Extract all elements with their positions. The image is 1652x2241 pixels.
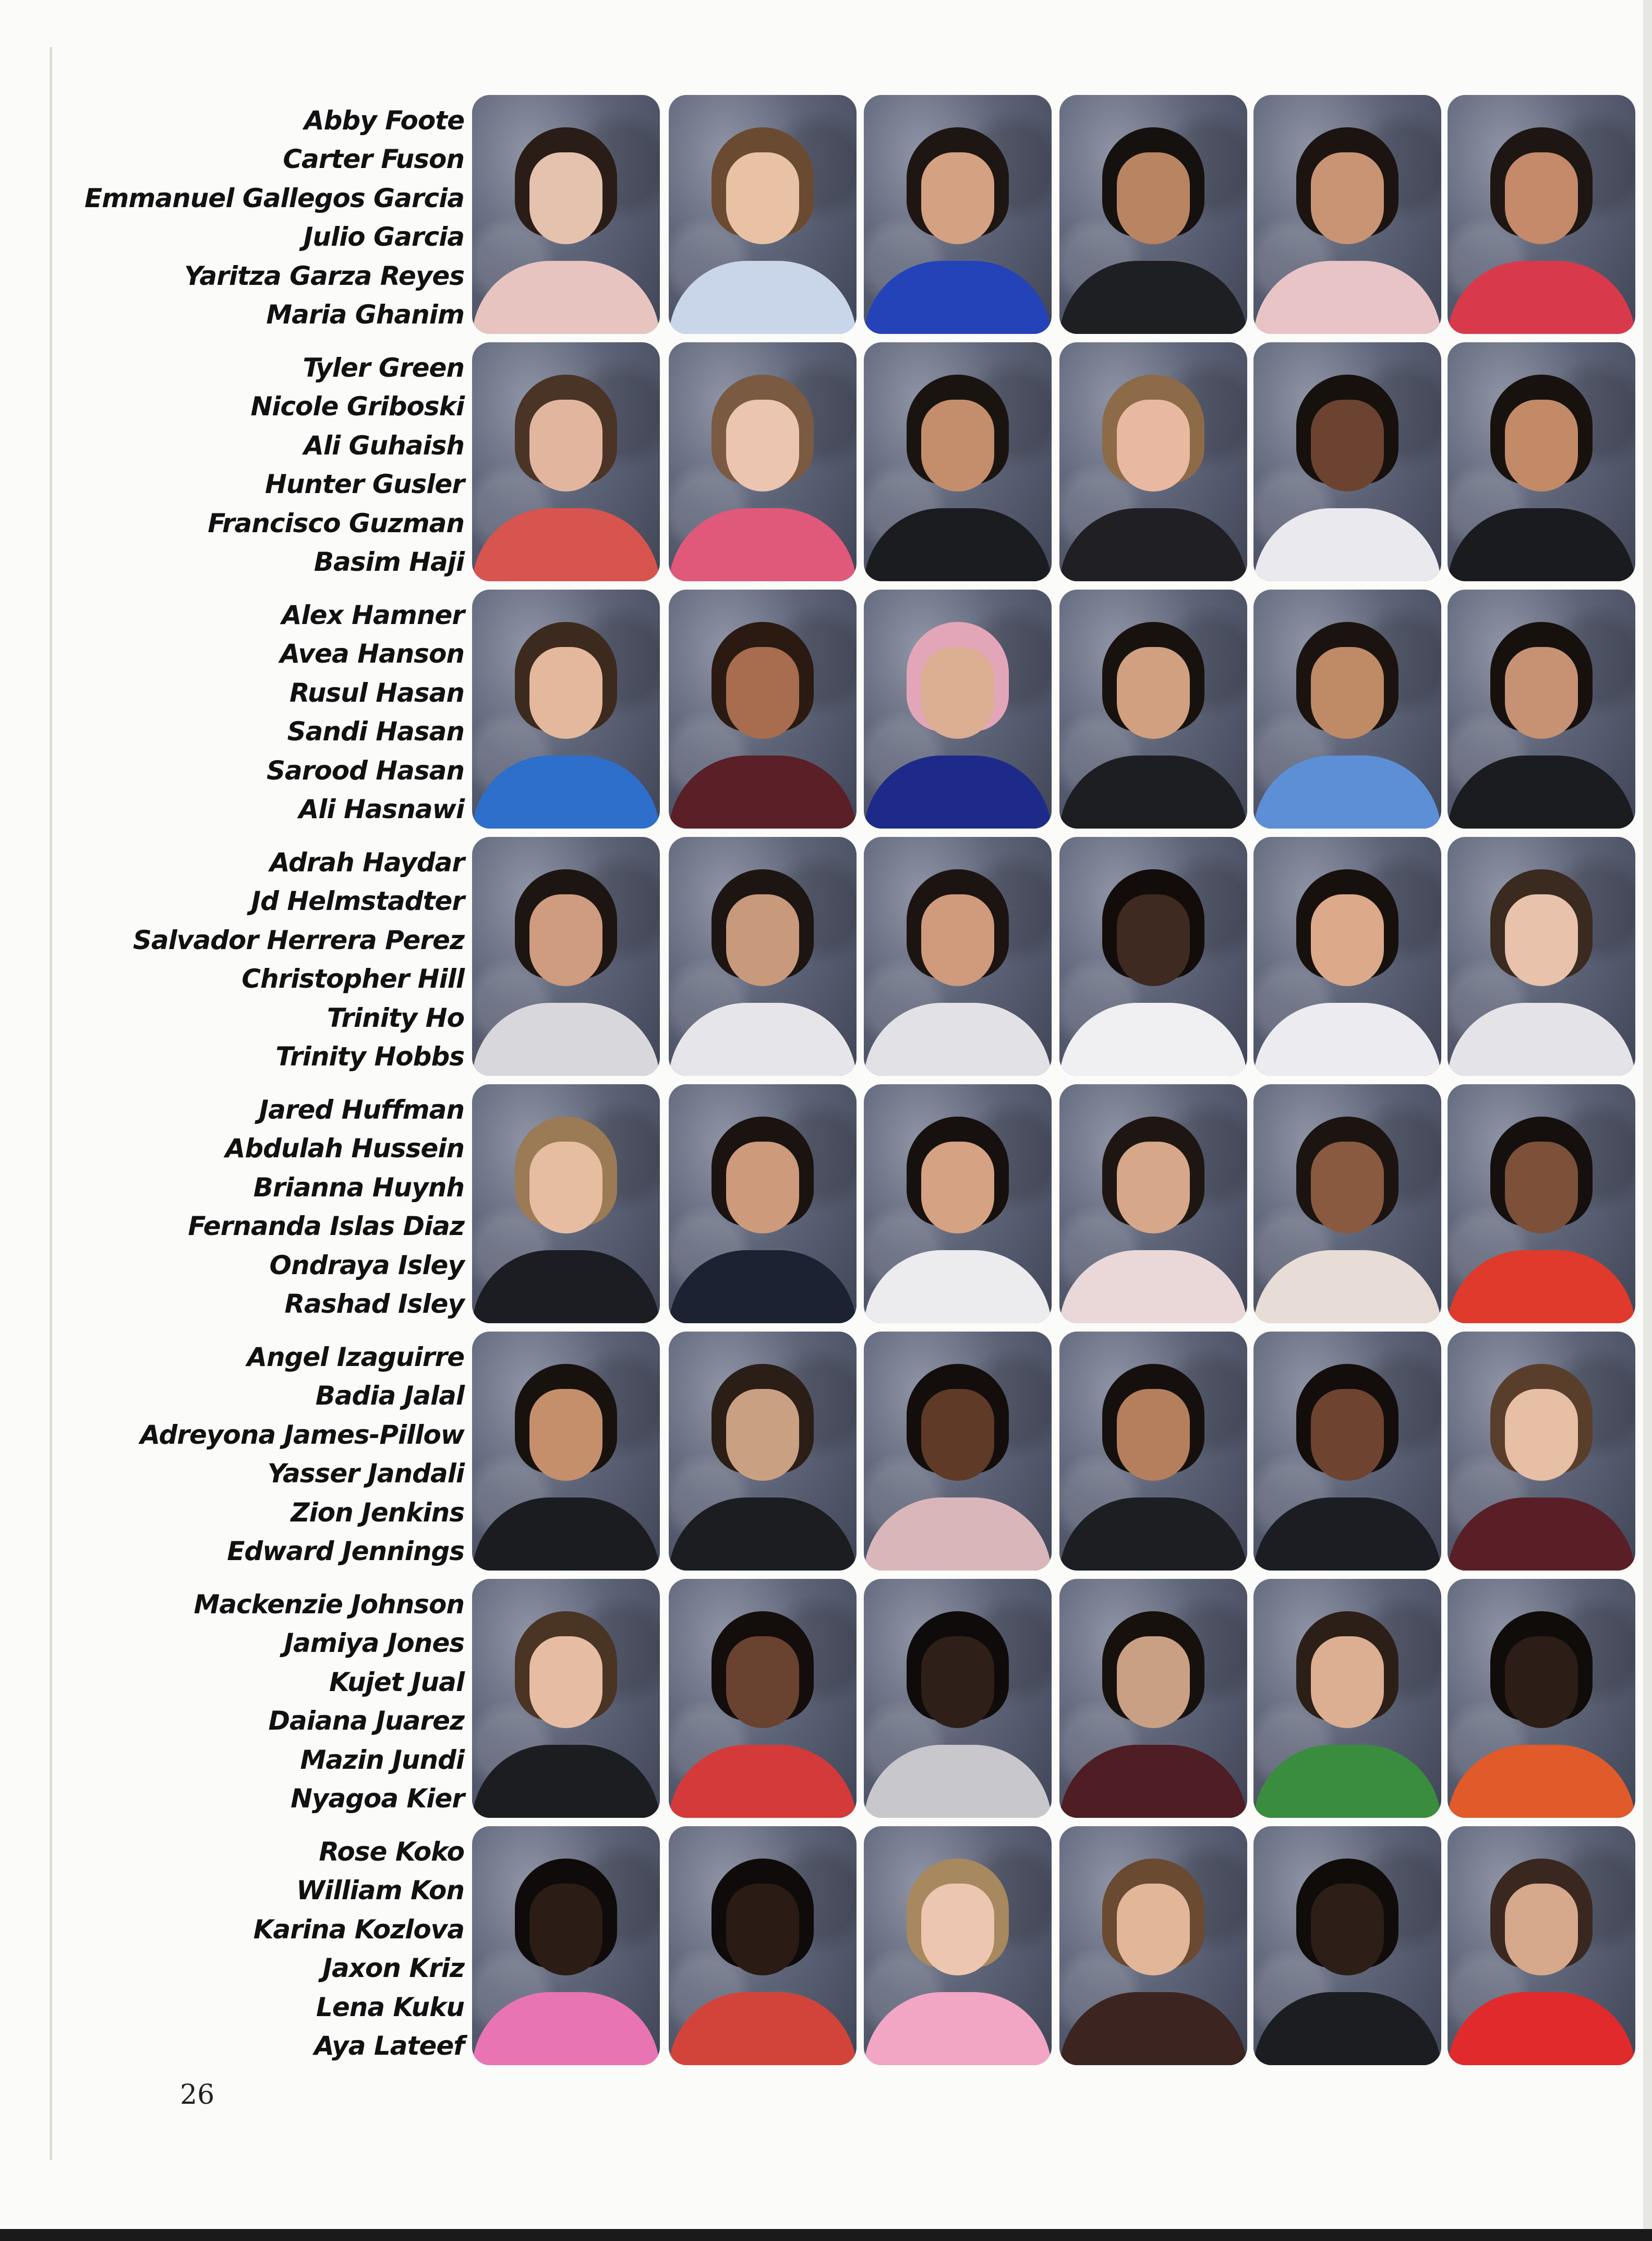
portrait-face xyxy=(1311,1142,1384,1233)
portrait-row xyxy=(0,1826,1652,2069)
portrait-face xyxy=(1117,1636,1190,1728)
student-portrait xyxy=(1253,342,1441,581)
portrait-face xyxy=(1311,1636,1384,1728)
student-name-list xyxy=(156,590,464,833)
student-name: Rusul Hasan xyxy=(290,677,464,708)
student-name: Basim Haji xyxy=(313,546,464,577)
student-portrait xyxy=(864,342,1052,581)
portrait-face xyxy=(726,152,799,244)
portrait-face xyxy=(1311,647,1384,739)
portrait-face xyxy=(1117,1142,1190,1233)
student-portrait xyxy=(1253,1579,1441,1818)
page-number: 26 xyxy=(180,2079,215,2111)
portrait-row xyxy=(0,1084,1652,1327)
student-name: Yaritza Garza Reyes xyxy=(184,260,464,291)
portrait-face xyxy=(921,1636,994,1728)
student-name-list xyxy=(156,1084,464,1327)
student-name: Hunter Gusler xyxy=(264,469,464,500)
portrait-face xyxy=(529,647,602,739)
portrait-row xyxy=(0,1332,1652,1575)
student-name: Nicole Griboski xyxy=(250,391,464,422)
portrait-row xyxy=(0,590,1652,833)
student-name: Carter Fuson xyxy=(283,144,464,175)
student-name: Ali Guhaish xyxy=(304,430,464,461)
student-portrait xyxy=(1253,590,1441,829)
portrait-face xyxy=(726,1142,799,1233)
portrait-face xyxy=(921,152,994,244)
student-name: Abby Foote xyxy=(304,105,464,136)
portrait-face xyxy=(921,1884,994,1975)
portrait-face xyxy=(529,1389,602,1481)
student-portrait xyxy=(1448,95,1635,334)
student-portrait xyxy=(864,1826,1052,2065)
student-portrait xyxy=(472,590,660,829)
student-portrait xyxy=(1059,1332,1247,1571)
portrait-face xyxy=(1117,152,1190,244)
portrait-face xyxy=(529,1884,602,1975)
student-portrait xyxy=(1253,1826,1441,2065)
portrait-face xyxy=(921,894,994,986)
portrait-face xyxy=(1505,152,1578,244)
student-portrait xyxy=(669,342,857,581)
portrait-face xyxy=(1505,894,1578,986)
portrait-face xyxy=(726,1636,799,1728)
portrait-face xyxy=(1505,647,1578,739)
portrait-face xyxy=(1311,1389,1384,1481)
portrait-face xyxy=(529,1142,602,1233)
student-portrait xyxy=(1059,342,1247,581)
student-portrait xyxy=(1059,1826,1247,2065)
student-name-list xyxy=(156,1579,464,1822)
student-name: Angel Izaguirre xyxy=(247,1342,464,1372)
student-portrait xyxy=(669,95,857,334)
student-portrait xyxy=(1448,1084,1635,1323)
student-portrait xyxy=(864,95,1052,334)
student-name: Ali Hasnawi xyxy=(298,794,464,824)
portrait-face xyxy=(529,400,602,492)
student-portrait xyxy=(472,342,660,581)
portrait-face xyxy=(726,1884,799,1975)
student-name: Julio Garcia xyxy=(303,222,464,253)
student-name: Sarood Hasan xyxy=(267,755,464,786)
student-portrait xyxy=(1448,1579,1635,1818)
student-portrait xyxy=(864,837,1052,1076)
student-name: Francisco Guzman xyxy=(208,508,464,538)
portrait-row xyxy=(0,342,1652,585)
student-portrait xyxy=(669,1826,857,2065)
portrait-face xyxy=(921,1142,994,1233)
portrait-face xyxy=(1311,152,1384,244)
student-name: Christopher Hill xyxy=(242,964,464,994)
student-portrait xyxy=(864,590,1052,829)
student-name: Jared Huffman xyxy=(259,1095,464,1125)
student-name: Adreyona James-Pillow xyxy=(140,1419,464,1450)
portrait-face xyxy=(1117,894,1190,986)
student-name: Tyler Green xyxy=(303,353,464,383)
student-portrait xyxy=(669,1084,857,1323)
student-name: Rashad Isley xyxy=(284,1288,464,1319)
student-name: Jaxon Kriz xyxy=(322,1953,464,1984)
student-portrait xyxy=(669,590,857,829)
portrait-face xyxy=(726,1389,799,1481)
student-portrait xyxy=(1253,95,1441,334)
portrait-row xyxy=(0,837,1652,1080)
portrait-face xyxy=(1505,1142,1578,1233)
portrait-face xyxy=(921,647,994,739)
portrait-face xyxy=(1505,400,1578,492)
portrait-face xyxy=(1505,1389,1578,1481)
student-name: Emmanuel Gallegos Garcia xyxy=(85,183,464,213)
student-name: Mackenzie Johnson xyxy=(194,1589,464,1620)
student-portrait xyxy=(864,1579,1052,1818)
portrait-face xyxy=(921,400,994,492)
student-name-list xyxy=(132,837,464,1080)
student-name: William Kon xyxy=(296,1875,464,1906)
portrait-face xyxy=(1311,400,1384,492)
portrait-row xyxy=(0,95,1652,338)
student-portrait xyxy=(1059,1579,1247,1818)
student-portrait xyxy=(472,1826,660,2065)
student-name: Karina Kozlova xyxy=(253,1914,464,1945)
student-name: Maria Ghanim xyxy=(266,299,464,330)
student-name: Nyagoa Kier xyxy=(291,1783,464,1814)
student-name-list xyxy=(85,95,464,338)
student-name: Lena Kuku xyxy=(316,1992,464,2022)
portrait-face xyxy=(529,152,602,244)
student-portrait xyxy=(669,1332,857,1571)
student-name: Alex Hamner xyxy=(281,600,464,630)
student-name: Ondraya Isley xyxy=(269,1250,464,1280)
student-portrait xyxy=(472,1084,660,1323)
student-name: Avea Hanson xyxy=(280,639,464,669)
portrait-face xyxy=(1117,647,1190,739)
student-portrait xyxy=(472,837,660,1076)
student-name: Daiana Juarez xyxy=(268,1706,464,1736)
portrait-face xyxy=(1311,1884,1384,1975)
student-portrait xyxy=(1059,1084,1247,1323)
student-portrait xyxy=(1448,342,1635,581)
student-portrait xyxy=(472,95,660,334)
student-portrait xyxy=(1448,590,1635,829)
student-name: Aya Lateef xyxy=(314,2030,464,2061)
student-portrait xyxy=(864,1332,1052,1571)
student-portrait xyxy=(1059,590,1247,829)
student-portrait xyxy=(1059,837,1247,1076)
student-name: Badia Jalal xyxy=(315,1381,464,1411)
student-name: Trinity Ho xyxy=(327,1002,464,1033)
student-portrait xyxy=(669,1579,857,1818)
portrait-face xyxy=(1117,1389,1190,1481)
student-portrait xyxy=(1448,1826,1635,2065)
portrait-face xyxy=(726,894,799,986)
portrait-face xyxy=(726,647,799,739)
portrait-face xyxy=(1505,1636,1578,1728)
student-name: Fernanda Islas Diaz xyxy=(188,1211,464,1242)
student-portrait xyxy=(669,837,857,1076)
portrait-face xyxy=(1117,400,1190,492)
student-name: Jamiya Jones xyxy=(284,1628,464,1659)
student-portrait xyxy=(1059,95,1247,334)
student-portrait xyxy=(472,1579,660,1818)
student-name: Mazin Jundi xyxy=(300,1744,464,1775)
student-portrait xyxy=(1448,1332,1635,1571)
student-name: Yasser Jandali xyxy=(267,1458,464,1489)
portrait-face xyxy=(529,894,602,986)
portrait-face xyxy=(921,1389,994,1481)
portrait-row xyxy=(0,1579,1652,1822)
student-name-list xyxy=(156,1826,464,2069)
student-portrait xyxy=(1253,1084,1441,1323)
student-name: Rose Koko xyxy=(319,1837,464,1867)
student-portrait xyxy=(1253,1332,1441,1571)
student-portrait xyxy=(1253,837,1441,1076)
portrait-face xyxy=(1505,1884,1578,1975)
student-name-list xyxy=(156,342,464,585)
student-portrait xyxy=(864,1084,1052,1323)
portrait-face xyxy=(726,400,799,492)
student-name: Sandi Hasan xyxy=(287,716,464,747)
student-name: Brianna Huynh xyxy=(253,1172,464,1203)
student-name: Zion Jenkins xyxy=(291,1497,464,1528)
student-name: Abdulah Hussein xyxy=(225,1133,464,1164)
portrait-face xyxy=(1117,1884,1190,1975)
student-name: Salvador Herrera Perez xyxy=(132,925,464,955)
student-name-list xyxy=(140,1332,464,1575)
student-name: Jd Helmstadter xyxy=(251,886,464,917)
portrait-face xyxy=(529,1636,602,1728)
student-name: Adrah Haydar xyxy=(269,847,464,878)
student-portrait xyxy=(472,1332,660,1571)
student-name: Edward Jennings xyxy=(227,1536,464,1566)
student-portrait xyxy=(1448,837,1635,1076)
portrait-face xyxy=(1311,894,1384,986)
student-name: Kujet Jual xyxy=(329,1667,464,1697)
student-name: Trinity Hobbs xyxy=(275,1041,464,1072)
